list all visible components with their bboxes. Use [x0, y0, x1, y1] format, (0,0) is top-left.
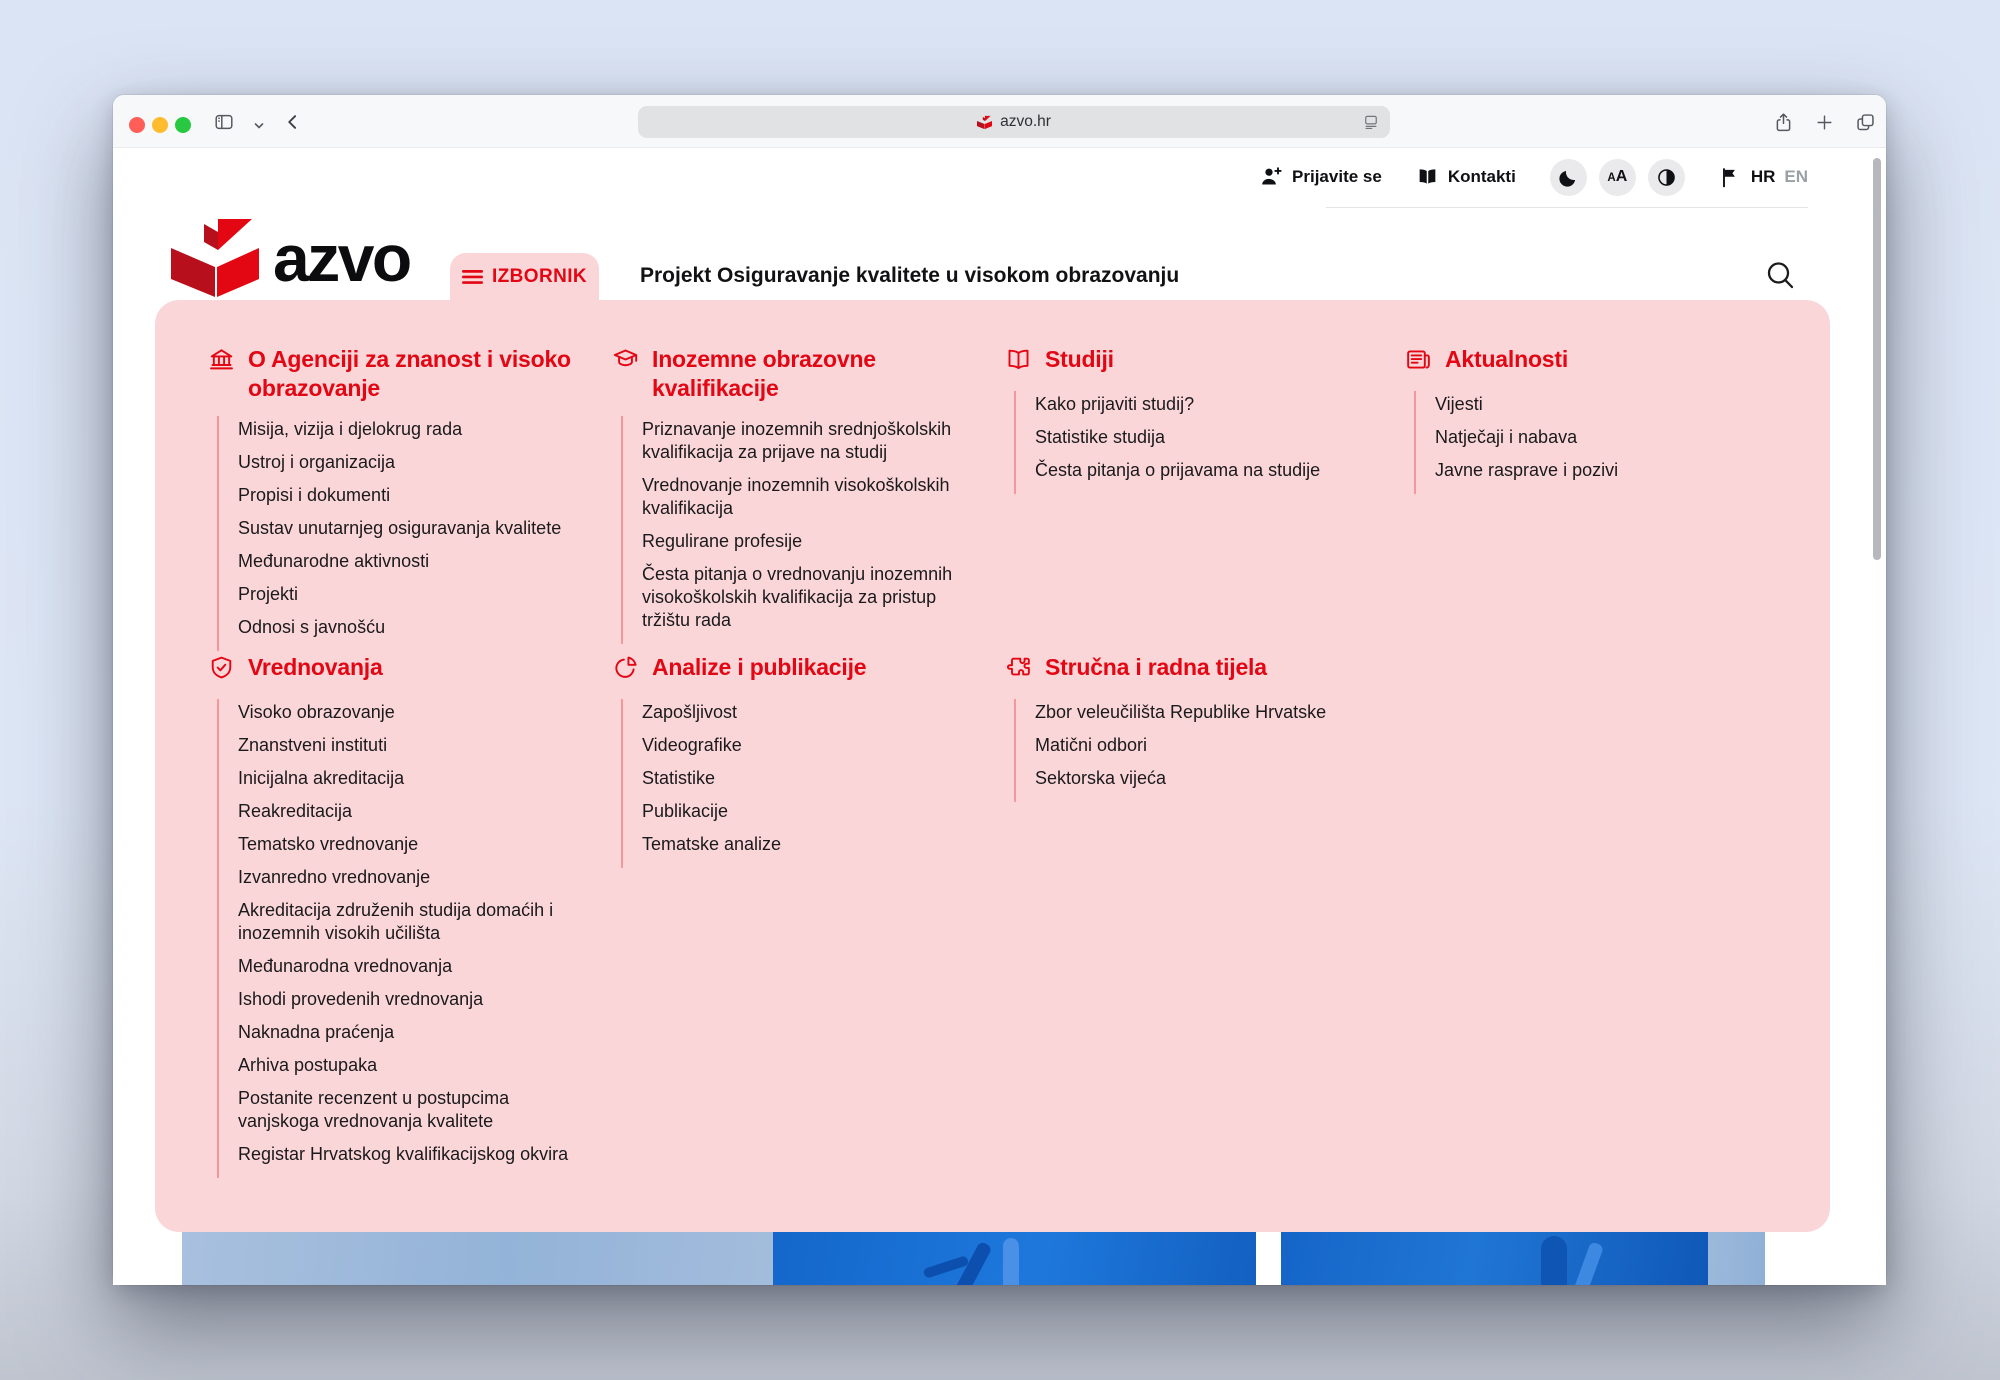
menu-section-title[interactable]: Inozemne obrazovne kvalifikacije	[612, 345, 1005, 403]
menu-item[interactable]: Vijesti	[1435, 394, 1483, 414]
menu-section-analize	[612, 653, 1005, 1178]
browser-window	[113, 95, 1886, 1285]
lang-en[interactable]: EN	[1784, 167, 1808, 186]
text-size-button[interactable]	[1599, 159, 1636, 196]
logo-text: azvo	[273, 221, 410, 295]
menu-section-items	[621, 699, 1005, 868]
text-size-label: AA	[1607, 168, 1628, 185]
menu-section-studiji	[1005, 345, 1405, 653]
menu-item[interactable]: Matični odbori	[1035, 735, 1148, 755]
menu-section-items	[217, 416, 612, 651]
back-button[interactable]	[279, 108, 307, 136]
menu-item[interactable]: Akreditacija združenih studija domaćih i inozemnih visokih učilišta	[238, 900, 554, 943]
menu-item[interactable]: Propisi i dokumenti	[238, 485, 391, 505]
contacts-label: Kontakti	[1447, 167, 1516, 186]
menu-item[interactable]: Inicijalna akreditacija	[238, 768, 405, 788]
menu-item[interactable]: Visoko obrazovanje	[238, 702, 395, 722]
address-bar[interactable]	[638, 106, 1390, 138]
menu-item[interactable]: Izvanredno vrednovanje	[238, 867, 431, 887]
site-favicon	[977, 115, 992, 130]
moon-icon	[1558, 167, 1579, 188]
menu-item[interactable]: Odnosi s javnošću	[238, 617, 386, 637]
menu-item[interactable]: Zapošljivost	[642, 702, 738, 722]
menu-item[interactable]: Sektorska vijeća	[1035, 768, 1167, 788]
azvo-logo-icon	[171, 219, 259, 297]
dark-mode-button[interactable]	[1550, 159, 1587, 196]
scrollbar-thumb[interactable]	[1873, 158, 1881, 560]
menu-item[interactable]: Kako prijaviti studij?	[1035, 394, 1195, 414]
menu-item[interactable]: Ustroj i organizacija	[238, 452, 396, 472]
menu-item[interactable]: Regulirane profesije	[642, 531, 803, 551]
flag-icon	[1719, 166, 1742, 189]
pie-chart-icon	[612, 654, 639, 686]
chevron-down-icon	[253, 120, 265, 132]
utility-bar	[1259, 157, 1808, 197]
new-tab-button[interactable]	[1810, 108, 1838, 136]
menu-section-aktualnosti	[1405, 345, 1790, 653]
menu-section-title[interactable]: Stručna i radna tijela	[1005, 653, 1405, 686]
menu-item[interactable]: Statistike studija	[1035, 427, 1166, 447]
login-button[interactable]	[1259, 165, 1382, 189]
puzzle-icon	[1005, 654, 1032, 686]
menu-item[interactable]: Tematske analize	[642, 834, 782, 854]
mega-menu-grid	[208, 345, 1790, 1178]
museum-icon	[208, 346, 235, 378]
menu-item[interactable]: Sustav unutarnjeg osiguravanja kvalitete	[238, 518, 562, 538]
hero-strip	[113, 1232, 1886, 1285]
menu-item[interactable]: Tematsko vrednovanje	[238, 834, 419, 854]
plus-icon	[1815, 113, 1834, 132]
menu-section-items	[1014, 699, 1405, 802]
newspaper-icon	[1405, 346, 1432, 378]
menu-button-label: IZBORNIK	[491, 265, 588, 287]
menu-item[interactable]: Projekti	[238, 584, 299, 604]
person-plus-icon	[1259, 165, 1283, 189]
graduation-cap-icon	[612, 346, 639, 378]
menu-item[interactable]: Priznavanje inozemnih srednjoškolskih kvalifikacija za prijave na studij	[642, 419, 952, 462]
menu-section-title[interactable]: Studiji	[1005, 345, 1405, 378]
menu-section-vrednovanja	[208, 653, 612, 1178]
share-icon	[1773, 112, 1794, 133]
close-window-button[interactable]	[129, 117, 145, 133]
open-book-icon	[1005, 346, 1032, 378]
minimize-window-button[interactable]	[152, 117, 168, 133]
hero-image-blue-2	[1281, 1232, 1708, 1285]
sidebar-toggle-button[interactable]	[210, 108, 238, 136]
hero-image-light-edge	[1708, 1232, 1765, 1285]
contacts-button[interactable]	[1416, 166, 1516, 189]
share-button[interactable]	[1769, 108, 1797, 136]
menu-item[interactable]: Registar Hrvatskog kvalifikacijskog okvira	[238, 1144, 569, 1164]
book-icon	[1416, 166, 1439, 189]
zoom-window-button[interactable]	[175, 117, 191, 133]
menu-item[interactable]: Međunarodne aktivnosti	[238, 551, 430, 571]
menu-section-title[interactable]: Aktualnosti	[1405, 345, 1790, 378]
menu-section-kvalifikacije	[612, 345, 1005, 653]
address-url: azvo.hr	[1000, 113, 1051, 130]
mega-menu-panel	[155, 300, 1830, 1232]
menu-item[interactable]: Česta pitanja o vrednovanju inozemnih visokoškolskih kvalifikacija za pristup tržištu rada	[642, 564, 953, 630]
tab-group-chevron-button[interactable]	[245, 112, 273, 140]
menu-item[interactable]: Međunarodna vrednovanja	[238, 956, 453, 976]
search-button[interactable]	[1758, 258, 1792, 292]
menu-item[interactable]: Videografike	[642, 735, 742, 755]
menu-section-title[interactable]: Analize i publikacije	[612, 653, 1005, 686]
menu-item[interactable]: Znanstveni instituti	[238, 735, 388, 755]
site-tagline: Projekt Osiguravanje kvalitete u visokom obrazovanju	[640, 264, 1180, 287]
menu-item[interactable]: Česta pitanja o prijavama na studije	[1035, 460, 1321, 480]
menu-item[interactable]: Statistike	[642, 768, 716, 788]
accessibility-controls	[1550, 159, 1685, 196]
login-label: Prijavite se	[1292, 167, 1382, 186]
menu-item[interactable]: Misija, vizija i djelokrug rada	[238, 419, 463, 439]
menu-item[interactable]: Natječaji i nabava	[1435, 427, 1578, 447]
menu-section-title[interactable]: O Agenciji za znanost i visoko obrazovanje	[208, 345, 612, 403]
menu-section-items	[1014, 391, 1405, 494]
contrast-icon	[1656, 167, 1677, 188]
tabs-icon	[1855, 112, 1876, 133]
hero-image-light	[182, 1232, 773, 1285]
utility-divider	[1326, 207, 1808, 208]
hero-image-blue-1	[773, 1232, 1256, 1285]
menu-section-items	[621, 416, 978, 644]
menu-button[interactable]	[450, 253, 599, 300]
back-arrow-icon	[283, 112, 303, 132]
hamburger-icon	[462, 269, 483, 285]
site-logo[interactable]	[171, 219, 410, 297]
menu-item[interactable]: Reakreditacija	[238, 801, 353, 821]
tab-overview-button[interactable]	[1851, 108, 1879, 136]
menu-item[interactable]: Javne rasprave i pozivi	[1435, 460, 1619, 480]
menu-item[interactable]: Vrednovanje inozemnih visokoškolskih kvalifikacija	[642, 475, 950, 518]
menu-item[interactable]: Naknadna praćenja	[238, 1022, 395, 1042]
menu-section-title[interactable]: Vrednovanja	[208, 653, 612, 686]
browser-toolbar	[113, 95, 1886, 148]
reader-mode-icon[interactable]	[1362, 113, 1380, 136]
menu-item[interactable]: Zbor veleučilišta Republike Hrvatske	[1035, 702, 1327, 722]
menu-section-items	[217, 699, 569, 1178]
menu-section-items	[1414, 391, 1790, 494]
sidebar-icon	[213, 111, 235, 133]
language-switcher	[1719, 166, 1808, 189]
menu-section-tijela	[1005, 653, 1405, 1178]
menu-item[interactable]: Publikacije	[642, 801, 729, 821]
search-icon	[1764, 259, 1796, 291]
menu-item[interactable]: Postanite recenzent u postupcima vanjskoga vrednovanja kvalitete	[238, 1088, 510, 1131]
shield-check-icon	[208, 654, 235, 686]
lang-hr[interactable]: HR	[1750, 167, 1776, 186]
contrast-button[interactable]	[1648, 159, 1685, 196]
menu-section-agencija	[208, 345, 612, 653]
menu-item[interactable]: Arhiva postupaka	[238, 1055, 378, 1075]
menu-item[interactable]: Ishodi provedenih vrednovanja	[238, 989, 484, 1009]
